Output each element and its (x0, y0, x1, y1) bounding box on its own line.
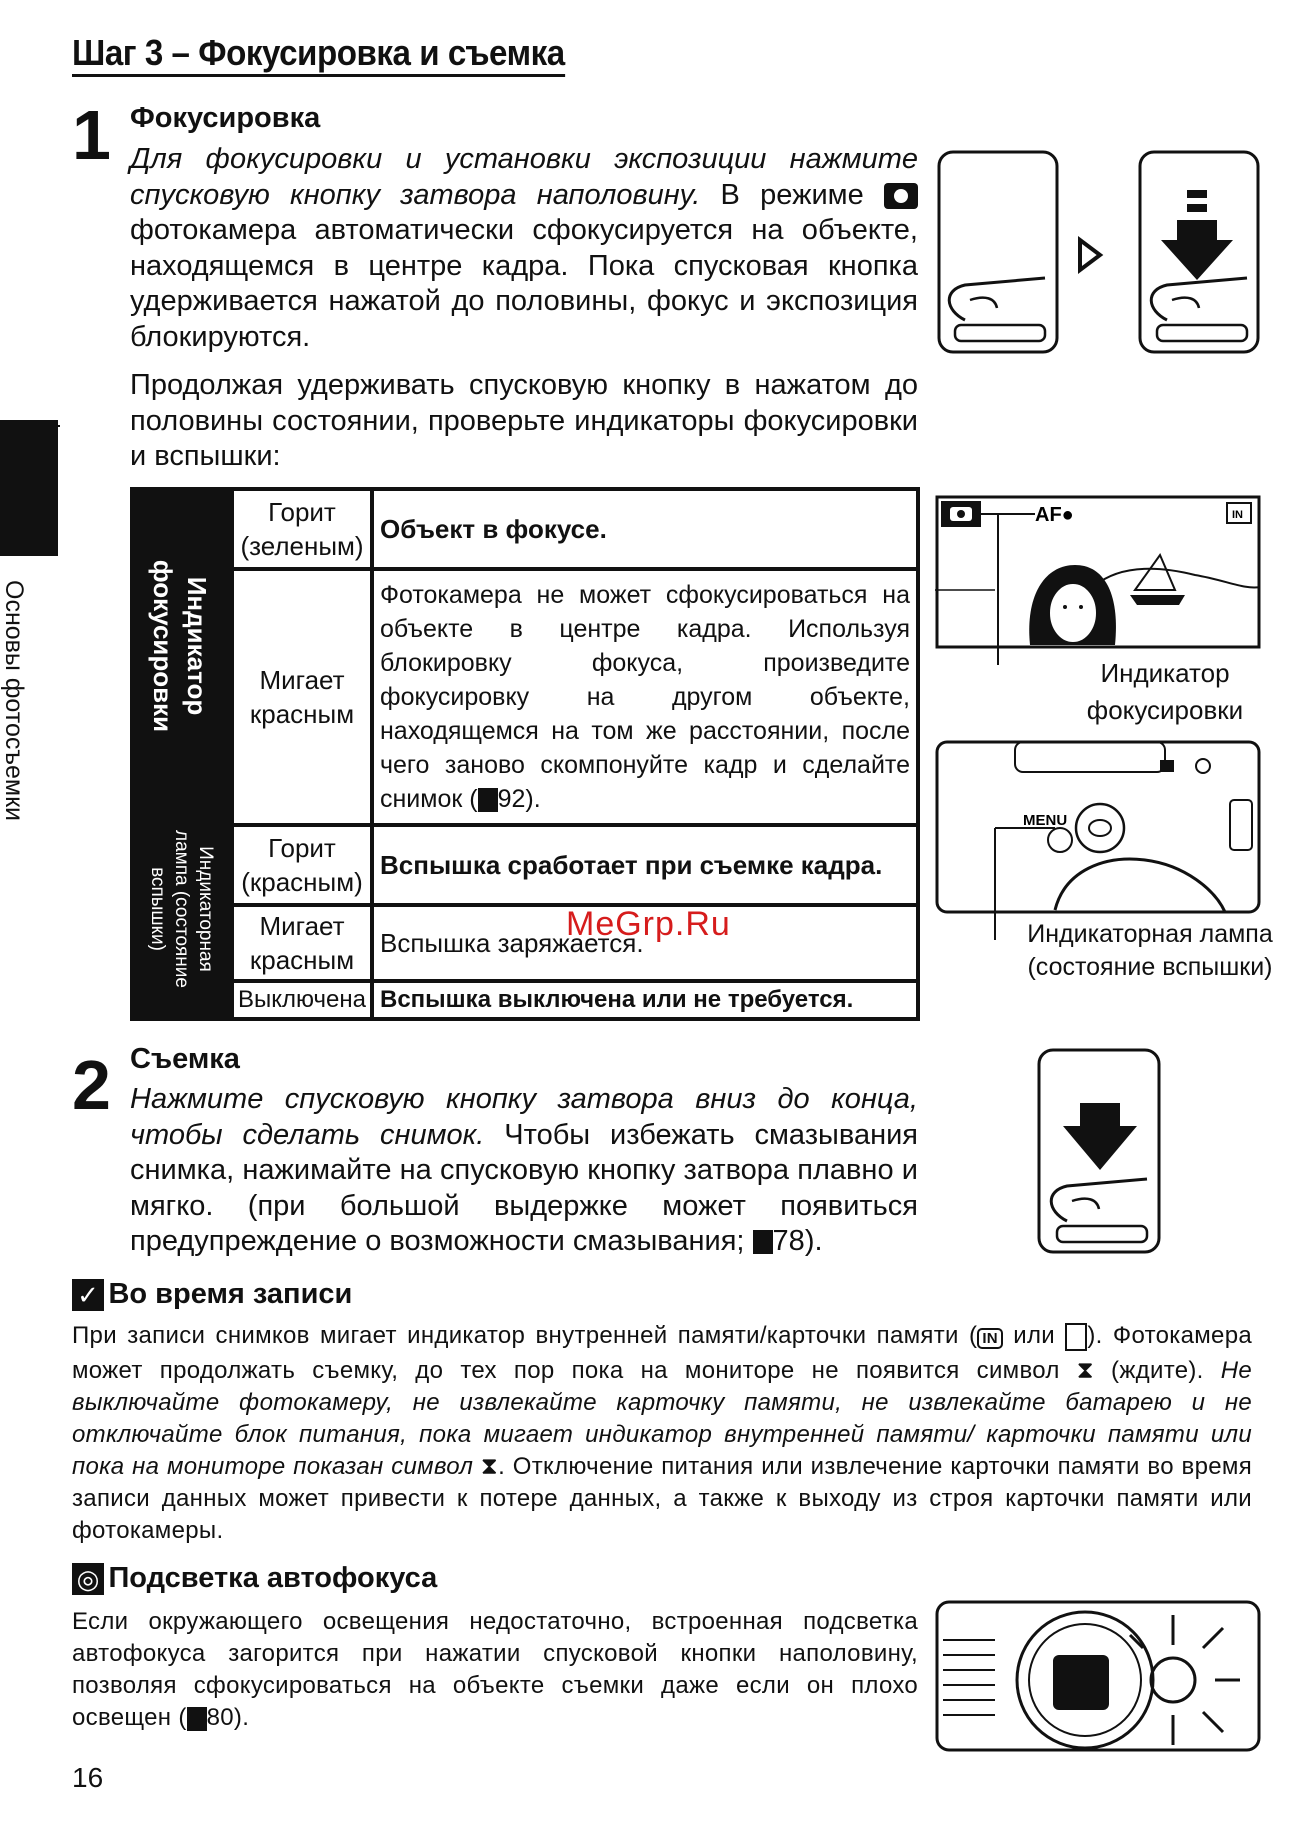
focus-indicator-caption: Индикатор фокусировки (1086, 658, 1244, 725)
side-tab-label: Основы фотосъемки (0, 580, 28, 821)
af-note-text: Если окружающего освещения недостаточно, встроенная подсветка автофокуса загорится при нажатии спусковой кнопки наполовину, позволяя сфокусироваться на объекте съемки даже если он плохо освещен ( (72, 1608, 918, 1731)
side-tab-marker (0, 420, 58, 556)
table-row-2-condition: Мигает красным (234, 571, 370, 823)
recording-note-text-b: ). Фотокамера может продолжать съемку, до тех пор пока на мониторе не появится символ (72, 1322, 1252, 1384)
check-icon: ✓ (72, 1279, 104, 1311)
watermark: MeGrp.Ru (566, 905, 731, 943)
hourglass-icon: ⧗ (480, 1453, 499, 1480)
recording-note-text-c: (ждите). (1093, 1357, 1221, 1384)
menu-button-label: MENU (1023, 812, 1068, 829)
table-row-4-description: Вспышка заряжается. (374, 907, 916, 979)
focus-indicator-group-label: Индикатор фокусировки (148, 559, 212, 733)
step-1-number: 1 (72, 96, 111, 174)
step-1-text-b: фотокамера автоматически сфокусируется на объекте, находящемся в центре кадра. Пока спусковая кнопка удерживается нажатой до половины, фокус и экспозиция блокируются. (130, 214, 918, 353)
step-2-number: 2 (72, 1046, 111, 1124)
recording-note-text-d: . Отключение питания или извлечение карточки памяти во время записи данных может привести к потере данных, а также к выходу из строя карточки памяти или фотокамеры. (72, 1453, 1252, 1544)
camera-back-illustration (935, 740, 1265, 940)
recording-note-text-a: При записи снимков мигает индикатор внутренней памяти/карточки памяти ( (72, 1322, 978, 1349)
internal-memory-icon: IN (977, 1328, 1003, 1349)
table-row-4-condition: Мигает красным (234, 907, 370, 979)
monitor-illustration (935, 495, 1265, 665)
page-number: 16 (72, 1762, 104, 1793)
recording-note-header (72, 1278, 352, 1311)
recording-note-body (72, 1320, 1252, 1547)
flash-lamp-caption: Индикаторная лампа (состояние вспышки) (1027, 920, 1273, 981)
recording-note-heading: Во время записи (108, 1278, 353, 1310)
page-title: Шаг 3 – Фокусировка и съемка (72, 32, 565, 77)
table-row-1-condition: Горит (зеленым) (234, 491, 370, 567)
table-row-1-description: Объект в фокусе. (374, 491, 916, 567)
memory-card-icon (1065, 1323, 1087, 1351)
row-2-text-end: ). (525, 785, 541, 813)
af-note-text-end: ). (233, 1704, 250, 1731)
step-1-paragraph (130, 142, 918, 355)
row-2-text: Фотокамера не может сфокусироваться на объекте в центре кадра. Используя блокировку фокуса, произведите фокусировку на другом объекте, находящемся на том же расстоянии, после чего заново скомпонуйте кадр и сделайте снимок ( (380, 581, 910, 813)
ref-icon (478, 788, 498, 812)
af-note-header (72, 1562, 437, 1595)
table-row-2-description (374, 571, 916, 823)
table-row-3-condition: Горит (красным) (234, 827, 370, 903)
step-1-check-paragraph: Продолжая удерживать спусковую кнопку в нажатом до половины состоянии, проверьте индикаторы фокусировки и вспышки: (130, 369, 918, 472)
af-note-page-ref: 80 (206, 1704, 234, 1731)
table-row-3-description: Вспышка сработает при съемке кадра. (374, 827, 916, 903)
row-2-page-ref: 92 (497, 785, 526, 813)
full-press-illustration (1035, 1048, 1165, 1260)
indicator-table (130, 487, 920, 1021)
step-2-paragraph (130, 1082, 918, 1260)
af-note-body (72, 1606, 918, 1734)
af-assist-icon: ◎ (72, 1563, 104, 1595)
hourglass-icon: ⧗ (1076, 1357, 1094, 1384)
half-press-illustration (935, 150, 1265, 360)
af-note-heading: Подсветка автофокуса (108, 1562, 438, 1594)
lcd-af-indicator: AF● (1035, 504, 1074, 526)
af-assist-illustration (935, 1600, 1265, 1755)
step-2-text: Чтобы избежать смазывания снимка, нажимайте на спусковую кнопку затвора плавно и мягко. (при большой выдержке может появиться предупреждение о возможности смазывания; (130, 1118, 919, 1257)
ref-icon (187, 1707, 207, 1731)
recording-note-warning: Не выключайте фотокамеру, не извлекайте карточку памяти, не извлекайте батарею и не отключайте блок питания, пока мигает индикатор внутренней памяти/ карточки памяти или пока на мониторе показан символ (72, 1357, 1252, 1480)
step-1-heading: Фокусировка (130, 102, 321, 134)
focus-indicator-caption-line1 (1070, 655, 1260, 729)
table-row-5-condition: Выключена (234, 983, 370, 1017)
step-2-heading: Съемка (130, 1043, 240, 1075)
step-1-instruction: Для фокусировки и установки экспозиции нажмите спусковую кнопку затвора наполовину. (130, 143, 918, 211)
ref-icon (753, 1230, 773, 1254)
table-row-5-description: Вспышка выключена или не требуется. (374, 983, 916, 1017)
step-2-instruction: Нажмите спусковую кнопку затвора вниз до конца, чтобы сделать снимок. (130, 1083, 918, 1151)
flash-lamp-group-label: Индикаторная лампа (состояние вспышки) (147, 830, 216, 988)
lcd-memory-icon: IN (1232, 509, 1243, 521)
step-2-page-ref: 78 (772, 1225, 805, 1257)
step-1-text-a: В режиме (700, 178, 884, 211)
step-2-text-end: ). (804, 1225, 823, 1257)
recording-note-text-or: или (1002, 1322, 1066, 1349)
camera-mode-icon (884, 183, 918, 209)
